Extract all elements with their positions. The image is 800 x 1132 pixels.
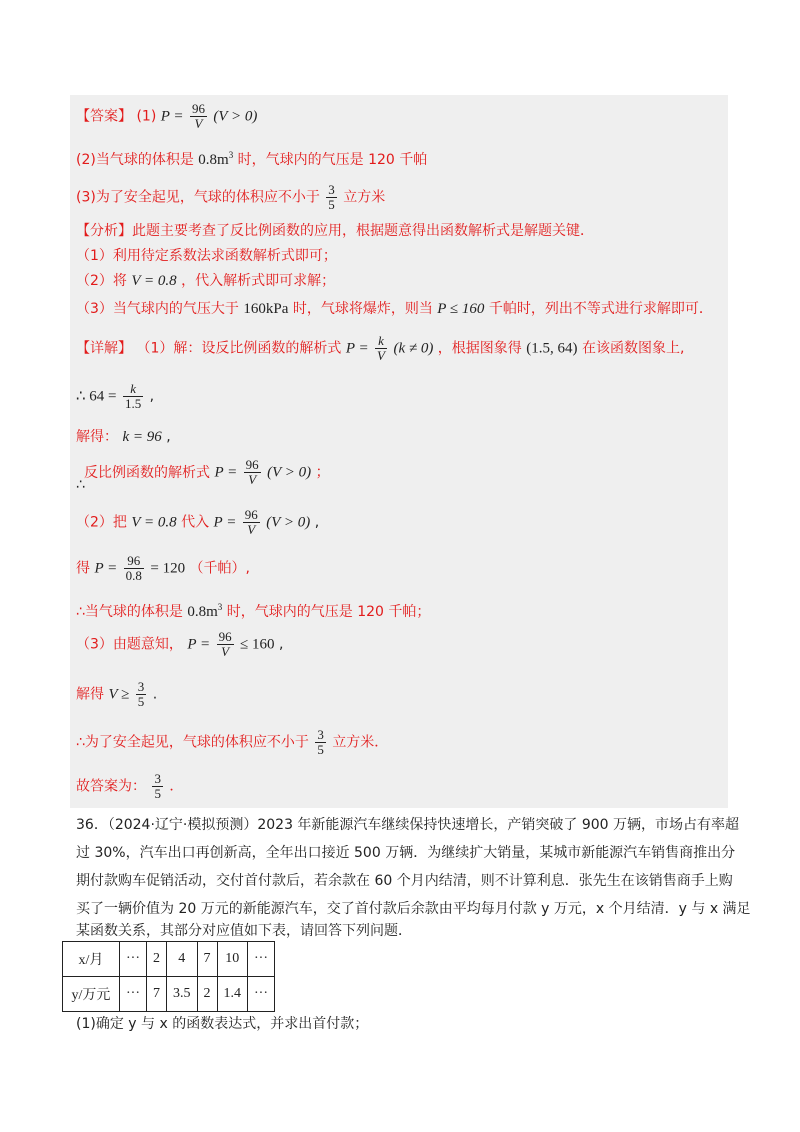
table-cell: 2 (197, 977, 217, 1012)
value-table (62, 941, 275, 1012)
question-line-1: 36．（2024·辽宁·模拟预测）2023 年新能源汽车继续保持快速增长，产销突破了 900 万辆，市场占有率超 (76, 817, 740, 833)
table-cell: 10 (217, 942, 248, 977)
answer-part1-label: (1) (136, 108, 157, 125)
table-cell: ··· (248, 942, 275, 977)
table-cell: ··· (120, 977, 147, 1012)
table-cell: ··· (248, 977, 275, 1012)
detail-line-4: 反比例函数的解析式 P = $\frac{96}{V}$ (V > 0) ； (84, 457, 330, 487)
answer-part1-lhs: P = (160, 108, 184, 125)
table-cell: 2 (147, 942, 167, 977)
answer-part1-fraction: $\frac{96}{V}$ (191, 101, 205, 131)
detail-line-7: ∴当气球的体积是 $0.8m^3$ 时，气球内的气压是 120 千帕； (76, 602, 431, 620)
question-line-4: 买了一辆价值为 20 万元的新能源汽车，交了首付款后余款由平均每月付款 y 万元，x 个月结清．y 与 x 满足 (76, 901, 751, 917)
analysis-step-1: （1）利用待定系数法求函数解析式即可； (76, 248, 337, 264)
answer-line-2: (2)当气球的体积是 $0.8m^3$ 时，气球内的气压是 120 千帕 (76, 150, 428, 168)
analysis-step-2: （2）将 V = 0.8 ，代入解析式即可求解； (76, 273, 336, 289)
detail-line-11: 故答案为： $\frac{3}{5}$ ． (76, 771, 184, 801)
answer-tag: 【答案】 (76, 108, 132, 125)
table-cell: y/万元 (63, 977, 120, 1012)
table-cell: 3.5 (167, 977, 198, 1012)
answer-line-3: (3)为了安全起见，气球的体积应不小于 $\frac{3}{5}$ 立方米 (76, 182, 386, 212)
question-line-3: 期付款购车促销活动，交付首付款后，若余款在 60 个月内结清，则不计算利息．张先生在该销售商手上购 (76, 873, 733, 889)
answer-volume: $0.8m^3$ (198, 150, 234, 168)
question-sub-1: (1)确定 y 与 x 的函数表达式，并求出首付款； (76, 1016, 369, 1032)
table-cell: x/月 (63, 942, 120, 977)
detail-line-10: ∴为了安全起见，气球的体积应不小于 $\frac{3}{5}$ 立方米． (76, 727, 389, 757)
detail-line-2: ∴ 64 = $\frac{k}{1.5}$ , (76, 381, 155, 411)
table-cell: 1.4 (217, 977, 248, 1012)
answer-part1-condition: (V > 0) (213, 108, 258, 125)
answer-part3-fraction: $\frac{3}{5}$ (328, 182, 335, 212)
table-cell: 4 (167, 942, 198, 977)
table-row (63, 977, 275, 1012)
table-cell: ··· (120, 942, 147, 977)
detail-therefore-mark: ∴ (76, 477, 85, 493)
detail-line-5: （2）把 V = 0.8 代入 P = $\frac{96}{V}$ (V > 0) , (76, 507, 320, 537)
table-cell: 7 (147, 977, 167, 1012)
analysis-step-3: （3）当气球内的气压大于 160kPa 时，气球将爆炸，则当 P ≤ 160 千帕时，列出不等式进行求解即可． (76, 301, 713, 317)
detail-line-3: 解得： k = 96 , (76, 429, 171, 445)
question-line-5: 某函数关系，其部分对应值如下表，请回答下列问题． (76, 923, 412, 939)
detail-line-6: 得 P = $\frac{96}{0.8}$ = 120 （千帕）, (76, 553, 250, 583)
table-cell: 7 (197, 942, 217, 977)
detail-line-8: （3）由题意知， P = $\frac{96}{V}$ ≤ 160 , (76, 629, 284, 659)
question-line-2: 过 30%，汽车出口再创新高，全年出口接近 500 万辆．为继续扩大销量，某城市新能源汽车销售商推出分 (76, 845, 736, 861)
detail-line-1: 【详解】 （1）解：设反比例函数的解析式 P = $\frac{k}{V}$ (k ≠ 0) ，根据图象得 (1.5, 64) 在该函数图象上, (76, 333, 685, 363)
analysis-intro: 【分析】此题主要考查了反比例函数的应用，根据题意得出函数解析式是解题关键． (76, 223, 594, 239)
detail-tag: 【详解】 (76, 340, 132, 357)
detail-line-9: 解得 V ≥ $\frac{3}{5}$ . (76, 679, 158, 709)
analysis-tag: 【分析】 (76, 223, 132, 239)
table-row (63, 942, 275, 977)
answer-line-1 (76, 102, 257, 131)
